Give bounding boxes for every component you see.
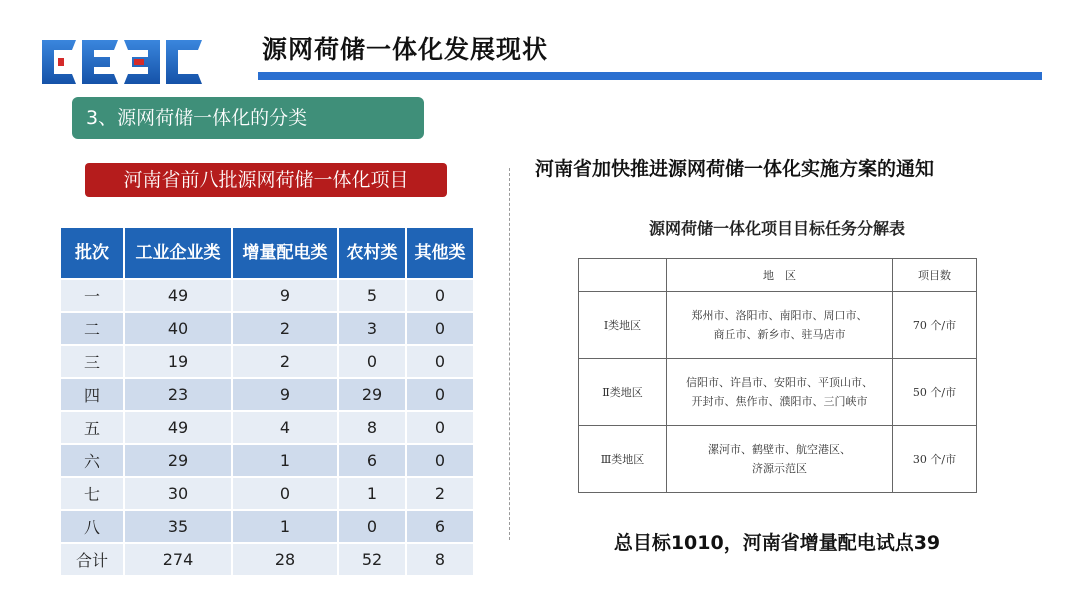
header-cell: 项目数 bbox=[893, 259, 977, 292]
batch-table-header bbox=[60, 227, 474, 279]
project-count: 30 个/市 bbox=[893, 426, 977, 493]
cities-line: 济源示范区 bbox=[752, 462, 807, 475]
table-cell: 0 bbox=[338, 345, 406, 378]
table-row bbox=[60, 279, 474, 312]
table-cell: 5 bbox=[338, 279, 406, 312]
region-type: Ⅰ类地区 bbox=[579, 292, 667, 359]
table-cell: 29 bbox=[124, 444, 232, 477]
cities-line: 信阳市、许昌市、安阳市、平顶山市、 bbox=[686, 376, 873, 389]
table-cell: 四 bbox=[60, 378, 124, 411]
table-row bbox=[60, 345, 474, 378]
table-cell: 52 bbox=[338, 543, 406, 576]
project-count: 70 个/市 bbox=[893, 292, 977, 359]
table-caption: 河南省前八批源网荷储一体化项目 bbox=[85, 163, 447, 197]
table-row bbox=[60, 477, 474, 510]
table-cell: 一 bbox=[60, 279, 124, 312]
table-cell: 23 bbox=[124, 378, 232, 411]
goal-summary: 总目标1010，河南省增量配电试点39 bbox=[613, 532, 941, 554]
table-cell: 2 bbox=[232, 345, 338, 378]
cities-line: 郑州市、洛阳市、南阳市、周口市、 bbox=[691, 309, 868, 322]
table-cell: 1 bbox=[232, 510, 338, 543]
table-cell: 合计 bbox=[60, 543, 124, 576]
cities-line: 漯河市、鹤壁市、航空港区、 bbox=[708, 443, 851, 456]
table-row bbox=[60, 444, 474, 477]
target-table-header bbox=[579, 259, 977, 292]
target-table bbox=[578, 258, 977, 493]
table-cell: 0 bbox=[406, 312, 474, 345]
header-cell: 地 区 bbox=[667, 259, 893, 292]
dashed-divider bbox=[509, 168, 510, 540]
table-cell: 1 bbox=[338, 477, 406, 510]
table-cell: 30 bbox=[124, 477, 232, 510]
table-cell: 0 bbox=[406, 444, 474, 477]
table-row bbox=[60, 411, 474, 444]
table-cell: 七 bbox=[60, 477, 124, 510]
table-row bbox=[60, 510, 474, 543]
table-cell: 0 bbox=[406, 345, 474, 378]
notice-title: 河南省加快推进源网荷储一体化实施方案的通知 bbox=[535, 158, 935, 180]
table-cell: 274 bbox=[124, 543, 232, 576]
table-cell: 9 bbox=[232, 279, 338, 312]
table-cell: 29 bbox=[338, 378, 406, 411]
header-cell: 工业企业类 bbox=[124, 227, 232, 279]
table-cell: 49 bbox=[124, 279, 232, 312]
table-cell: 8 bbox=[338, 411, 406, 444]
region-cities bbox=[667, 359, 893, 426]
table-cell: 0 bbox=[406, 378, 474, 411]
cities-line: 开封市、焦作市、濮阳市、三门峡市 bbox=[691, 395, 868, 408]
table-cell: 六 bbox=[60, 444, 124, 477]
table-row bbox=[579, 426, 977, 493]
table-cell: 3 bbox=[338, 312, 406, 345]
table-cell: 35 bbox=[124, 510, 232, 543]
table-row bbox=[60, 543, 474, 576]
header-cell: 农村类 bbox=[338, 227, 406, 279]
table-cell: 8 bbox=[406, 543, 474, 576]
table-cell: 49 bbox=[124, 411, 232, 444]
table-row bbox=[579, 359, 977, 426]
svg-text:CEEC: CEEC bbox=[38, 34, 41, 35]
table-cell: 0 bbox=[406, 411, 474, 444]
section-label: 3、源网荷储一体化的分类 bbox=[72, 97, 424, 139]
table-cell: 五 bbox=[60, 411, 124, 444]
cities-line: 商丘市、新乡市、驻马店市 bbox=[713, 328, 846, 341]
page-title: 源网荷储一体化发展现状 bbox=[262, 35, 549, 64]
batch-table bbox=[59, 226, 475, 577]
table-cell: 1 bbox=[232, 444, 338, 477]
table-cell: 三 bbox=[60, 345, 124, 378]
table-cell: 4 bbox=[232, 411, 338, 444]
table-cell: 0 bbox=[232, 477, 338, 510]
table-cell: 19 bbox=[124, 345, 232, 378]
table-cell: 2 bbox=[406, 477, 474, 510]
project-count: 50 个/市 bbox=[893, 359, 977, 426]
region-type: Ⅱ类地区 bbox=[579, 359, 667, 426]
table-cell: 八 bbox=[60, 510, 124, 543]
scan-table-title: 源网荷储一体化项目目标任务分解表 bbox=[648, 219, 905, 238]
table-cell: 40 bbox=[124, 312, 232, 345]
table-row bbox=[60, 312, 474, 345]
header-cell: 其他类 bbox=[406, 227, 474, 279]
table-cell: 0 bbox=[338, 510, 406, 543]
header-cell bbox=[579, 259, 667, 292]
ceec-logo bbox=[38, 34, 206, 90]
table-row bbox=[579, 292, 977, 359]
table-cell: 28 bbox=[232, 543, 338, 576]
header-cell: 增量配电类 bbox=[232, 227, 338, 279]
table-row bbox=[60, 378, 474, 411]
table-cell: 9 bbox=[232, 378, 338, 411]
region-cities bbox=[667, 292, 893, 359]
table-cell: 2 bbox=[232, 312, 338, 345]
header-cell: 批次 bbox=[60, 227, 124, 279]
title-underline bbox=[258, 72, 1042, 80]
table-cell: 二 bbox=[60, 312, 124, 345]
region-type: Ⅲ类地区 bbox=[579, 426, 667, 493]
table-cell: 6 bbox=[406, 510, 474, 543]
table-cell: 0 bbox=[406, 279, 474, 312]
table-cell: 6 bbox=[338, 444, 406, 477]
region-cities bbox=[667, 426, 893, 493]
